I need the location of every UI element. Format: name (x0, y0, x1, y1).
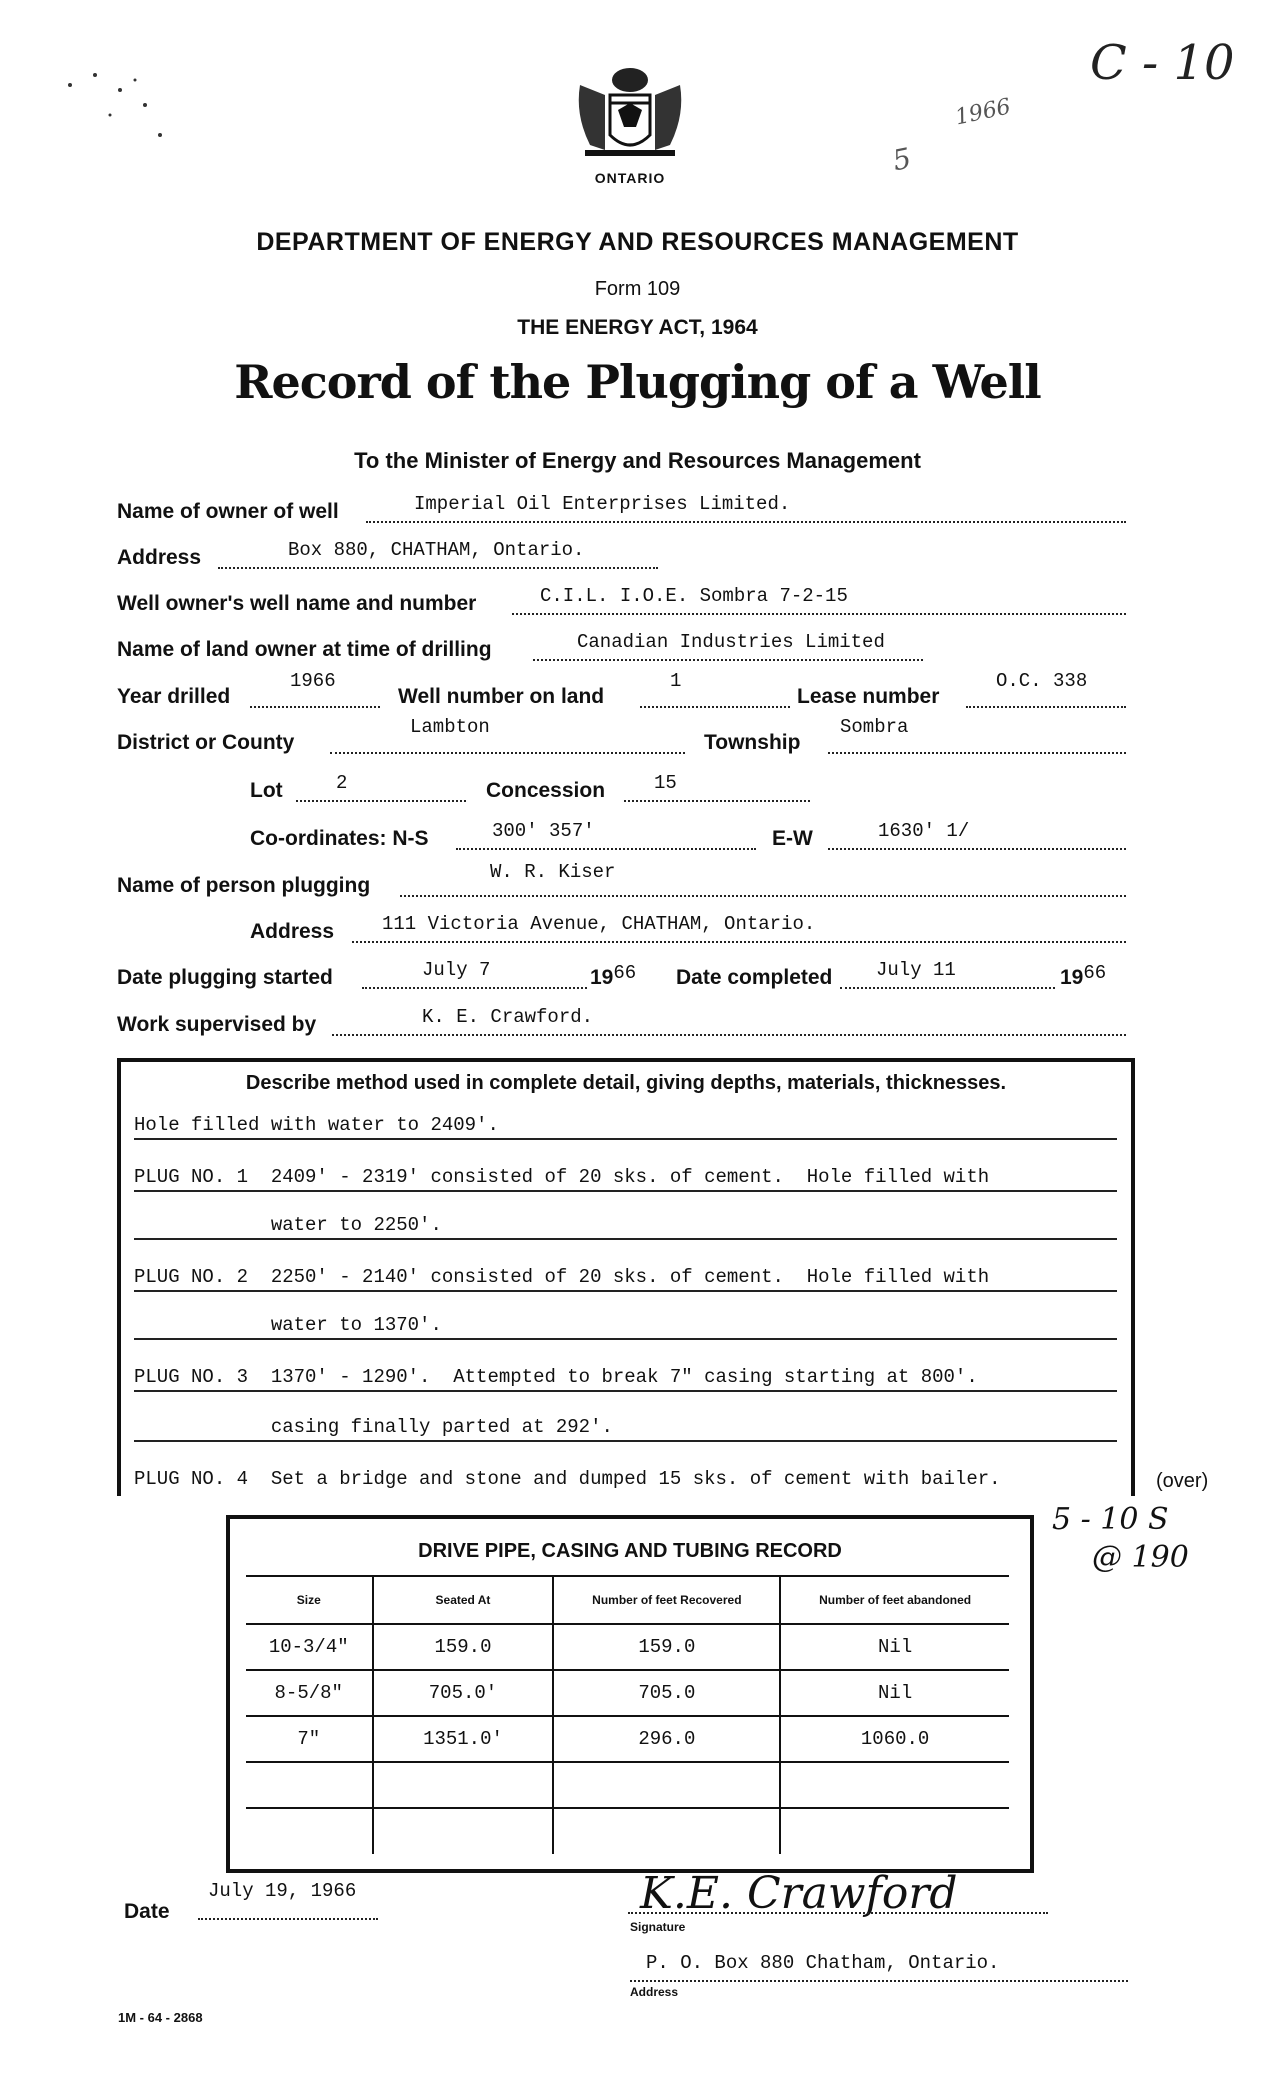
method-line-1: Hole filled with water to 2409'. (134, 1114, 499, 1136)
township-label: Township (704, 731, 801, 754)
pipe-cell-abandoned (780, 1808, 1009, 1854)
coordinates-heading: Co-ordinates: (250, 827, 387, 850)
form-code: 1M - 64 - 2868 (118, 2010, 203, 2025)
stamp-mark: 5 (889, 141, 915, 178)
method-line-6: PLUG NO. 3 1370' - 1290'. Attempted to break 7" casing starting at 800'. (134, 1366, 978, 1388)
plugger-address-field (352, 913, 1126, 943)
pipe-header-row (246, 1576, 1009, 1624)
ns-field (456, 820, 756, 850)
pipe-cell-recovered: 296.0 (553, 1716, 780, 1762)
table-row (246, 1670, 1009, 1716)
table-row (246, 1716, 1009, 1762)
ew-label: E-W (772, 827, 813, 850)
table-row (246, 1624, 1009, 1670)
lease-value: O.C. 338 (996, 670, 1088, 692)
pipe-cell-seated: 1351.0' (373, 1716, 554, 1762)
side-note-1: 5 - 10 S (1052, 1502, 1169, 1537)
supervised-label: Work supervised by (117, 1013, 317, 1036)
method-rule-3 (134, 1238, 1117, 1240)
year-label: Year drilled (117, 685, 231, 708)
pipe-cell-abandoned (780, 1762, 1009, 1808)
over-note: (over) (1156, 1470, 1209, 1492)
corner-mark: C - 10 (1090, 35, 1235, 91)
land-owner-label: Name of land owner at time of drilling (117, 638, 492, 661)
well-number-label: Well number on land (398, 685, 605, 708)
township-field (828, 716, 1126, 754)
completed-year-value: 66 (1083, 962, 1107, 984)
owner-value: Imperial Oil Enterprises Limited. (414, 493, 791, 515)
side-note-2: @ 190 (1092, 1540, 1189, 1575)
completed-year-prefix: 19 (1060, 966, 1084, 989)
stamp-year: 1966 (953, 94, 1013, 131)
pipe-cell-recovered (553, 1808, 780, 1854)
plugger-address-value: 111 Victoria Avenue, CHATHAM, Ontario. (382, 913, 816, 935)
start-value: July 7 (422, 959, 491, 981)
pipe-cell-recovered: 705.0 (553, 1670, 780, 1716)
pipe-header-seated: Seated At (373, 1576, 554, 1624)
concession-field (624, 772, 810, 802)
start-field (362, 959, 587, 989)
footer-address-field (630, 1952, 1128, 1982)
start-year-value: 66 (613, 962, 637, 984)
table-row (246, 1762, 1009, 1808)
coordinates-label (250, 827, 429, 851)
method-rule-2 (134, 1190, 1117, 1192)
supervised-field (332, 1006, 1126, 1036)
method-rule-4 (134, 1290, 1117, 1292)
well-name-label: Well owner's well name and number (117, 592, 477, 615)
plugger-label: Name of person plugging (117, 874, 371, 897)
date-value: July 19, 1966 (208, 1880, 357, 1902)
ontario-crest (560, 55, 700, 186)
lease-label: Lease number (797, 685, 940, 708)
address-label: Address (117, 546, 202, 569)
method-line-7: casing finally parted at 292'. (134, 1416, 613, 1438)
ew-value: 1630' 1/ (878, 820, 970, 842)
lot-field (296, 772, 466, 802)
land-owner-value: Canadian Industries Limited (577, 631, 885, 653)
ns-value: 300' 357' (492, 820, 595, 842)
pipe-table-title: DRIVE PIPE, CASING AND TUBING RECORD (418, 1540, 842, 1562)
ew-field (828, 820, 1126, 850)
footer-address-label: Address (630, 1985, 679, 1999)
act-heading: THE ENERGY ACT, 1964 (517, 316, 758, 339)
owner-field (366, 493, 1126, 523)
concession-value: 15 (654, 772, 677, 794)
well-name-field (512, 585, 1126, 615)
pipe-header-recovered: Number of feet Recovered (553, 1576, 780, 1624)
plugger-value: W. R. Kiser (490, 861, 616, 883)
speckle-marks (50, 55, 180, 145)
completed-field (840, 959, 1055, 989)
method-line-4: PLUG NO. 2 2250' - 2140' consisted of 20 sks. of cement. Hole filled with (134, 1266, 990, 1288)
plugger-field (400, 861, 1126, 897)
pipe-cell-size (246, 1808, 373, 1854)
method-rule-6 (134, 1390, 1117, 1392)
pipe-table-grid (246, 1575, 1009, 1854)
pipe-cell-size: 10-3/4" (246, 1624, 373, 1670)
method-heading: Describe method used in complete detail, giving depths, materials, thicknesses. (245, 1072, 1007, 1094)
district-label: District or County (117, 731, 295, 754)
department-heading: DEPARTMENT OF ENERGY AND RESOURCES MANAGEMENT (256, 228, 1019, 256)
year-field (250, 670, 380, 708)
ns-label: N-S (392, 827, 429, 850)
coat-of-arms-icon (560, 55, 700, 165)
supervised-value: K. E. Crawford. (422, 1006, 594, 1028)
start-label: Date plugging started (117, 966, 333, 989)
completed-label: Date completed (676, 966, 833, 989)
method-line-5: water to 1370'. (134, 1314, 442, 1336)
year-value: 1966 (290, 670, 336, 692)
pipe-cell-recovered: 159.0 (553, 1624, 780, 1670)
date-label: Date (124, 1900, 170, 1923)
completed-year (1060, 962, 1107, 990)
footer-address-value: P. O. Box 880 Chatham, Ontario. (646, 1952, 1000, 1974)
owner-label: Name of owner of well (117, 500, 339, 523)
start-year (590, 962, 637, 990)
plugger-address-label: Address (250, 920, 335, 943)
well-number-value: 1 (670, 670, 682, 692)
speckle-icon (50, 55, 180, 145)
pipe-cell-recovered (553, 1762, 780, 1808)
address-field (218, 539, 658, 569)
well-number-field (640, 670, 790, 708)
method-rule-1 (134, 1138, 1117, 1140)
pipe-cell-abandoned: Nil (878, 1682, 913, 1704)
pipe-cell-seated: 159.0 (373, 1624, 554, 1670)
lot-label: Lot (250, 779, 283, 802)
lease-field (966, 670, 1126, 708)
start-year-prefix: 19 (590, 966, 614, 989)
addressee-line: To the Minister of Energy and Resources Management (354, 448, 921, 473)
signature-label: Signature (630, 1920, 686, 1934)
well-name-value: C.I.L. I.O.E. Sombra 7-2-15 (540, 585, 848, 607)
pipe-cell-seated (373, 1808, 554, 1854)
method-line-3: water to 2250'. (134, 1214, 442, 1236)
date-field (198, 1880, 378, 1920)
district-value: Lambton (410, 716, 490, 738)
concession-label: Concession (486, 779, 606, 802)
completed-value: July 11 (876, 959, 956, 981)
pipe-cell-size (246, 1762, 373, 1808)
method-rule-7 (134, 1440, 1117, 1442)
pipe-cell-size: 7" (246, 1716, 373, 1762)
signature-value: K.E. Crawford (640, 1868, 958, 1919)
pipe-table (246, 1575, 1009, 1854)
land-owner-field (533, 631, 923, 661)
page-title: Record of the Plugging of a Well (234, 355, 1041, 409)
crest-label: ONTARIO (594, 170, 666, 186)
pipe-cell-seated (373, 1762, 554, 1808)
pipe-header-abandoned: Number of feet abandoned (819, 1593, 972, 1607)
district-field (330, 716, 685, 754)
form-number: Form 109 (594, 278, 681, 300)
township-value: Sombra (840, 716, 909, 738)
signature-line (628, 1912, 1048, 1914)
pipe-cell-size: 8-5/8" (246, 1670, 373, 1716)
method-rule-5 (134, 1338, 1117, 1340)
pipe-cell-seated: 705.0' (373, 1670, 554, 1716)
method-line-8: PLUG NO. 4 Set a bridge and stone and dumped 15 sks. of cement with bailer. (134, 1468, 1001, 1490)
table-row (246, 1808, 1009, 1854)
lot-value: 2 (336, 772, 348, 794)
pipe-header-size: Size (246, 1576, 373, 1624)
pipe-cell-abandoned: Nil (878, 1636, 913, 1658)
received-stamp (845, 94, 1034, 237)
address-value: Box 880, CHATHAM, Ontario. (288, 539, 585, 561)
pipe-cell-abandoned: 1060.0 (860, 1728, 930, 1750)
method-line-2: PLUG NO. 1 2409' - 2319' consisted of 20 sks. of cement. Hole filled with (134, 1166, 990, 1188)
